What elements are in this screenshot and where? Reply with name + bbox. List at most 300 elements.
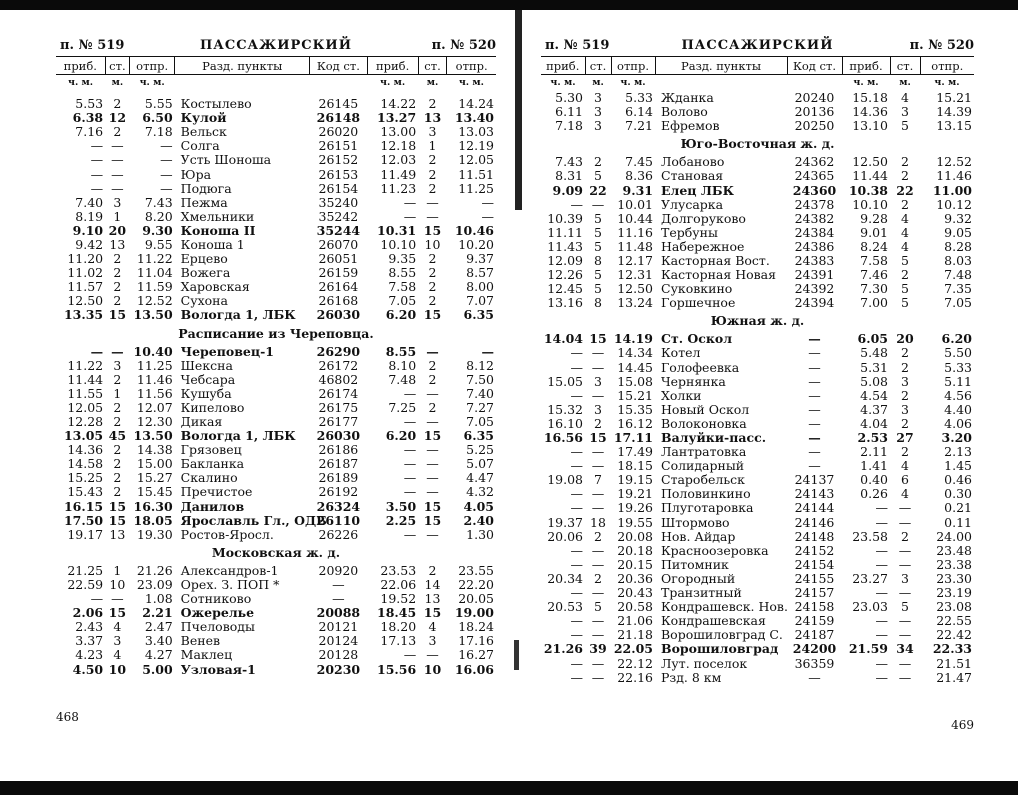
cell-stop-return: 2 bbox=[428, 279, 437, 295]
cell-station: Пчеловоды bbox=[180, 619, 255, 635]
table-row bbox=[541, 473, 974, 487]
cell-stop: 8 bbox=[594, 252, 602, 268]
cell-station: Чернянка bbox=[661, 373, 726, 389]
table-row bbox=[56, 224, 496, 238]
cell-code: 35242 bbox=[318, 208, 359, 224]
table-row bbox=[56, 308, 496, 322]
scan-bottom-edge bbox=[0, 781, 1018, 795]
cell-stop: — bbox=[591, 196, 605, 212]
cell-code: 24378 bbox=[794, 196, 835, 212]
cell-code: 26164 bbox=[318, 279, 359, 295]
col-station: Разд. пункты bbox=[655, 57, 787, 75]
cell-depart: — bbox=[160, 152, 173, 168]
cell-code: 24391 bbox=[794, 267, 835, 283]
cell-stop: 15 bbox=[589, 331, 607, 347]
cell-arrive-return: 7.46 bbox=[860, 267, 888, 283]
table-row bbox=[541, 445, 974, 459]
table-row bbox=[541, 431, 974, 445]
col-stop: ст. bbox=[585, 57, 611, 75]
cell-depart: 19.15 bbox=[617, 472, 653, 488]
cell-stop: — bbox=[591, 542, 605, 558]
cell-code: 24384 bbox=[794, 224, 835, 240]
cell-depart: 14.19 bbox=[613, 331, 653, 347]
cell-arrive-return: 2.53 bbox=[857, 430, 888, 446]
table-row bbox=[541, 614, 974, 628]
cell-depart-return: 17.16 bbox=[458, 633, 494, 649]
table-row bbox=[56, 620, 496, 634]
cell-stop-return: — bbox=[898, 514, 912, 530]
cell-arrive: 11.57 bbox=[67, 279, 104, 295]
cell-stop-return: — bbox=[426, 526, 439, 542]
cell-station: Венев bbox=[180, 633, 221, 649]
cell-depart-return: 7.07 bbox=[466, 293, 494, 309]
cell-stop-return: 2 bbox=[428, 166, 437, 182]
cell-station: Маклец bbox=[180, 647, 233, 663]
cell-code: — bbox=[808, 345, 821, 361]
cell-depart: 13.50 bbox=[133, 307, 173, 323]
table-row bbox=[56, 153, 496, 167]
section-heading bbox=[56, 542, 496, 564]
cell-arrive: 19.08 bbox=[547, 472, 583, 488]
cell-station: Дикая bbox=[180, 414, 223, 430]
cell-stop-return: 2 bbox=[901, 168, 909, 184]
cell-depart-return: 10.46 bbox=[454, 222, 494, 238]
table-row bbox=[541, 212, 974, 226]
cell-depart-return: 4.06 bbox=[944, 415, 972, 431]
cell-depart: 15.00 bbox=[136, 456, 173, 472]
cell-depart: 5.00 bbox=[142, 661, 173, 677]
cell-arrive: — bbox=[570, 387, 583, 403]
cell-arrive: 5.53 bbox=[75, 96, 104, 112]
cell-code: 26030 bbox=[316, 428, 361, 444]
cell-depart-return: 5.33 bbox=[944, 359, 972, 375]
cell-depart-return: 5.07 bbox=[466, 456, 494, 472]
cell-arrive: 7.40 bbox=[75, 194, 104, 210]
cell-arrive: 10.39 bbox=[547, 210, 583, 226]
cell-station: Валуйки-пасс. bbox=[661, 430, 767, 446]
cell-station: Жданка bbox=[661, 90, 714, 106]
cell-station: Штормово bbox=[661, 514, 730, 530]
cell-stop: 3 bbox=[113, 357, 122, 373]
table-row bbox=[56, 196, 496, 210]
cell-stop: 3 bbox=[594, 118, 602, 134]
cell-stop-return: 2 bbox=[428, 251, 437, 267]
cell-stop-return: 15 bbox=[423, 605, 442, 621]
table-row bbox=[541, 530, 974, 544]
cell-code: — bbox=[332, 591, 345, 607]
cell-depart: 22.16 bbox=[617, 669, 653, 685]
cell-code: 24187 bbox=[794, 627, 835, 643]
train-type-title: ПАССАЖИРСКИЙ bbox=[681, 38, 834, 53]
cell-stop: 7 bbox=[594, 472, 602, 488]
cell-arrive-return: — bbox=[403, 456, 417, 472]
table-row bbox=[56, 252, 496, 266]
unit-station bbox=[175, 75, 310, 92]
cell-station: Лут. поселок bbox=[661, 655, 748, 671]
table-row bbox=[541, 169, 974, 183]
cell-stop-return: 4 bbox=[901, 210, 909, 226]
cell-stop-return: 3 bbox=[428, 633, 437, 649]
table-row bbox=[56, 634, 496, 648]
cell-arrive-return: — bbox=[875, 500, 888, 516]
page-right bbox=[541, 34, 974, 732]
units-row bbox=[541, 75, 974, 92]
cell-station: Улусарка bbox=[661, 196, 724, 212]
table-row bbox=[56, 429, 496, 443]
cell-stop-return: 5 bbox=[901, 118, 909, 134]
cell-depart: 10.01 bbox=[617, 196, 653, 212]
cell-arrive: 9.42 bbox=[75, 236, 104, 252]
cell-code: 26172 bbox=[318, 357, 359, 373]
cell-stop: 5 bbox=[594, 224, 602, 240]
cell-station: Питомник bbox=[661, 556, 729, 572]
cell-depart: 12.07 bbox=[136, 399, 173, 415]
cell-stop: 3 bbox=[113, 194, 122, 210]
cell-arrive-return: 6.20 bbox=[385, 307, 417, 323]
cell-arrive-return: 14.22 bbox=[380, 96, 417, 112]
cell-depart: 19.55 bbox=[617, 514, 653, 530]
cell-code: 20136 bbox=[794, 104, 835, 120]
cell-depart-return: 7.35 bbox=[944, 281, 972, 297]
cell-arrive: 21.25 bbox=[67, 562, 104, 578]
cell-station: Данилов bbox=[180, 498, 245, 514]
cell-code: 26186 bbox=[318, 442, 359, 458]
cell-arrive-return: 23.58 bbox=[852, 528, 888, 544]
cell-stop: — bbox=[591, 585, 605, 601]
cell-station: Шексна bbox=[180, 357, 233, 373]
unit-depart: ч. м. bbox=[139, 77, 165, 88]
table-row bbox=[56, 111, 496, 125]
cell-arrive-return: — bbox=[875, 669, 888, 685]
page-left bbox=[56, 34, 496, 724]
unit-arrive: ч. м. bbox=[67, 77, 94, 88]
table-row bbox=[56, 280, 496, 294]
cell-code: 26290 bbox=[316, 343, 361, 359]
cell-stop: 2 bbox=[113, 399, 122, 415]
unit-code bbox=[310, 75, 367, 92]
cell-stop-return: — bbox=[898, 655, 912, 671]
cell-stop: 15 bbox=[589, 430, 607, 446]
cell-depart-return: 6.20 bbox=[941, 331, 972, 347]
cell-code: 26175 bbox=[318, 399, 359, 415]
cell-code: 35244 bbox=[316, 222, 361, 238]
section-title: Южная ж. д. bbox=[710, 313, 805, 329]
cell-code: 26324 bbox=[316, 498, 361, 514]
cell-depart: 22.05 bbox=[613, 641, 653, 657]
train-number-left: п. № 519 bbox=[60, 38, 125, 53]
cell-arrive-return: 11.44 bbox=[852, 168, 888, 184]
cell-station: Пречистое bbox=[180, 484, 253, 500]
cell-arrive-return: 8.10 bbox=[388, 357, 417, 373]
cell-code: 20920 bbox=[318, 562, 359, 578]
cell-stop-return: 2 bbox=[428, 399, 437, 415]
cell-stop: 12 bbox=[108, 110, 127, 126]
cell-depart-return: 16.27 bbox=[458, 647, 494, 663]
cell-arrive-return: 12.18 bbox=[380, 138, 417, 154]
cell-depart: 7.18 bbox=[144, 124, 173, 140]
cell-station: Солга bbox=[180, 138, 220, 154]
cell-code: 24365 bbox=[794, 168, 835, 184]
cell-station: Скалино bbox=[180, 470, 238, 486]
cell-depart: 7.21 bbox=[625, 118, 653, 134]
cell-stop: — bbox=[591, 655, 605, 671]
cell-code: — bbox=[808, 331, 821, 347]
col-depart-return: отпр. bbox=[920, 57, 974, 75]
cell-code: 24383 bbox=[794, 252, 835, 268]
cell-arrive: — bbox=[570, 196, 583, 212]
timetable bbox=[56, 56, 496, 677]
cell-depart-return: 13.40 bbox=[454, 110, 494, 126]
cell-depart-return: 10.20 bbox=[458, 236, 494, 252]
cell-stop-return: 5 bbox=[901, 599, 909, 615]
cell-arrive-return: 18.45 bbox=[377, 605, 417, 621]
cell-stop-return: 13 bbox=[424, 591, 441, 607]
table-row bbox=[541, 119, 974, 133]
cell-stop: — bbox=[591, 359, 605, 375]
cell-station: Усть Шоноша bbox=[180, 152, 272, 168]
cell-arrive: 16.56 bbox=[543, 430, 583, 446]
cell-station: Орех. З. ПОП * bbox=[180, 576, 280, 592]
page-number: 469 bbox=[951, 718, 974, 732]
cell-code: 24200 bbox=[792, 641, 837, 657]
table-row bbox=[541, 628, 974, 642]
cell-arrive: 13.05 bbox=[63, 428, 104, 444]
cell-arrive-return: 7.58 bbox=[388, 279, 417, 295]
cell-stop: 5 bbox=[594, 238, 602, 254]
cell-stop-return: — bbox=[898, 669, 912, 685]
cell-code: — bbox=[808, 444, 821, 460]
cell-depart-return: 3.20 bbox=[941, 430, 972, 446]
table-row bbox=[541, 375, 974, 389]
table-row bbox=[56, 294, 496, 308]
cell-station: Кипелово bbox=[180, 399, 245, 415]
cell-arrive: 15.25 bbox=[67, 470, 104, 486]
cell-station: Огородный bbox=[661, 570, 736, 586]
cell-station: Юра bbox=[180, 166, 212, 182]
cell-depart-return: 19.00 bbox=[454, 605, 494, 621]
cell-arrive: 19.37 bbox=[547, 514, 583, 530]
cell-depart: 14.34 bbox=[617, 345, 653, 361]
col-arrive-return: приб. bbox=[367, 57, 418, 75]
cell-depart-return: 13.15 bbox=[936, 118, 972, 134]
cell-arrive-return: 15.56 bbox=[377, 661, 417, 677]
table-row bbox=[541, 572, 974, 586]
cell-depart-return: 7.05 bbox=[944, 295, 972, 311]
cell-depart: 15.35 bbox=[617, 401, 653, 417]
col-depart-return: отпр. bbox=[447, 57, 496, 75]
cell-arrive: 21.26 bbox=[543, 641, 583, 657]
cell-depart-return: 4.05 bbox=[463, 498, 494, 514]
cell-arrive-return: 7.05 bbox=[388, 293, 417, 309]
cell-stop: — bbox=[591, 387, 605, 403]
table-row bbox=[541, 240, 974, 254]
cell-code: 26226 bbox=[318, 526, 359, 542]
col-code: Код ст. bbox=[310, 57, 367, 75]
cell-arrive-return: 4.37 bbox=[860, 401, 888, 417]
cell-arrive: 5.30 bbox=[555, 90, 583, 106]
cell-arrive-return: 0.26 bbox=[860, 486, 888, 502]
cell-code: 24144 bbox=[794, 500, 835, 516]
cell-depart-return: 22.33 bbox=[932, 641, 972, 657]
cell-stop: 3 bbox=[594, 401, 602, 417]
col-stop-return: ст. bbox=[418, 57, 447, 75]
cell-arrive-return: 2.25 bbox=[385, 512, 417, 528]
cell-stop: 2 bbox=[113, 265, 122, 281]
cell-arrive-return: — bbox=[403, 442, 417, 458]
cell-stop-return: 2 bbox=[428, 371, 437, 387]
cell-arrive-return: 13.10 bbox=[852, 118, 888, 134]
unit-depart-return: ч. м. bbox=[458, 77, 484, 88]
cell-stop: — bbox=[111, 152, 124, 168]
cell-stop-return: 15 bbox=[423, 307, 442, 323]
train-number-right: п. № 520 bbox=[909, 38, 974, 53]
table-row bbox=[56, 139, 496, 153]
cell-stop: 3 bbox=[594, 104, 602, 120]
cell-stop: — bbox=[591, 613, 605, 629]
cell-stop-return: — bbox=[426, 647, 439, 663]
cell-stop-return: 4 bbox=[901, 224, 909, 240]
table-row bbox=[56, 345, 496, 359]
cell-stop: 15 bbox=[108, 307, 127, 323]
table-row bbox=[541, 268, 974, 282]
cell-station: Хмельники bbox=[180, 208, 255, 224]
cell-code: 26174 bbox=[318, 385, 359, 401]
cell-station: Ефремов bbox=[661, 118, 720, 134]
cell-stop-return: — bbox=[898, 585, 912, 601]
cell-depart-return: 22.42 bbox=[936, 627, 972, 643]
cell-stop: — bbox=[111, 343, 124, 359]
cell-stop: 4 bbox=[113, 619, 122, 635]
cell-depart-return: 7.48 bbox=[944, 267, 972, 283]
col-depart: отпр. bbox=[611, 57, 655, 75]
book-spine-shadow bbox=[515, 10, 522, 210]
cell-stop: 2 bbox=[113, 96, 122, 112]
cell-arrive-return: 8.55 bbox=[388, 265, 417, 281]
cell-arrive: 11.11 bbox=[547, 224, 583, 240]
cell-arrive: 7.43 bbox=[555, 154, 583, 170]
cell-arrive-return: 17.13 bbox=[380, 633, 417, 649]
cell-code: 24392 bbox=[794, 281, 835, 297]
cell-depart: 16.12 bbox=[617, 415, 653, 431]
cell-stop: 2 bbox=[113, 371, 122, 387]
section-title: Расписание из Череповца. bbox=[178, 325, 374, 341]
cell-code: 20088 bbox=[316, 605, 361, 621]
cell-stop: 2 bbox=[113, 484, 122, 500]
table-row bbox=[56, 401, 496, 415]
cell-depart: 11.22 bbox=[136, 251, 173, 267]
cell-stop: 1 bbox=[113, 385, 122, 401]
cell-arrive-return: 23.53 bbox=[380, 562, 417, 578]
cell-arrive-return: 12.50 bbox=[852, 154, 888, 170]
cell-stop-return: 4 bbox=[901, 486, 909, 502]
cell-stop: 2 bbox=[594, 154, 602, 170]
cell-stop: 5 bbox=[594, 210, 602, 226]
table-row bbox=[56, 359, 496, 373]
cell-depart: 9.31 bbox=[622, 182, 653, 198]
cell-station: Череповец-1 bbox=[180, 343, 274, 359]
cell-code: 24148 bbox=[794, 528, 835, 544]
cell-depart-return: 11.00 bbox=[932, 182, 972, 198]
cell-arrive: 11.44 bbox=[67, 371, 104, 387]
cell-depart-return: 9.32 bbox=[944, 210, 972, 226]
cell-arrive-return: 13.00 bbox=[380, 124, 417, 140]
cell-station: Бакланка bbox=[180, 456, 245, 472]
cell-depart: 20.08 bbox=[617, 528, 653, 544]
section-heading bbox=[541, 133, 974, 155]
cell-arrive-return: 23.27 bbox=[852, 570, 888, 586]
cell-code: 26154 bbox=[318, 180, 359, 196]
cell-stop: 45 bbox=[108, 428, 127, 444]
cell-depart: 20.43 bbox=[617, 585, 653, 601]
cell-station: Ярославль Гл., ОДБ bbox=[180, 512, 327, 528]
cell-depart: 9.30 bbox=[142, 222, 173, 238]
cell-station: Вельск bbox=[180, 124, 227, 140]
cell-depart: — bbox=[160, 138, 173, 154]
cell-depart-return: 6.35 bbox=[463, 307, 494, 323]
cell-arrive: 13.16 bbox=[547, 295, 583, 311]
cell-depart-return: 6.35 bbox=[463, 428, 494, 444]
cell-code: 24386 bbox=[794, 238, 835, 254]
cell-stop-return: 4 bbox=[901, 90, 909, 106]
cell-depart-return: 23.08 bbox=[936, 599, 972, 615]
cell-depart-return: 23.38 bbox=[936, 556, 972, 572]
cell-arrive-return: 15.18 bbox=[852, 90, 888, 106]
cell-stop: — bbox=[591, 669, 605, 685]
cell-depart: 11.16 bbox=[617, 224, 653, 240]
cell-arrive: 11.02 bbox=[67, 265, 104, 281]
cell-arrive-return: — bbox=[403, 526, 417, 542]
cell-depart-return: — bbox=[481, 194, 494, 210]
cell-depart: 6.50 bbox=[142, 110, 173, 126]
cell-station: Подюга bbox=[180, 180, 232, 196]
cell-stop: 20 bbox=[108, 222, 127, 238]
cell-stop-return: 6 bbox=[901, 472, 909, 488]
cell-station: Ерцево bbox=[180, 251, 228, 267]
cell-stop: 15 bbox=[108, 512, 127, 528]
cell-arrive: 2.43 bbox=[75, 619, 104, 635]
cell-code: 26153 bbox=[318, 166, 359, 182]
cell-stop-return: 10 bbox=[423, 661, 442, 677]
section-title: Московская ж. д. bbox=[211, 544, 341, 560]
cell-stop-return: 2 bbox=[901, 444, 909, 460]
cell-stop-return: 27 bbox=[896, 430, 914, 446]
cell-depart-return: 8.28 bbox=[944, 238, 972, 254]
unit-arrive-return: ч. м. bbox=[380, 77, 406, 88]
cell-depart-return: 0.30 bbox=[944, 486, 972, 502]
cell-stop: — bbox=[591, 345, 605, 361]
cell-station: Кондрашевская bbox=[661, 613, 766, 629]
cell-station: Нов. Айдар bbox=[661, 528, 736, 544]
book-spine-mark bbox=[514, 640, 519, 670]
unit-station bbox=[655, 75, 787, 92]
cell-stop-return: 34 bbox=[896, 641, 914, 657]
cell-depart-return: 23.19 bbox=[936, 585, 972, 601]
cell-depart: 22.12 bbox=[617, 655, 653, 671]
cell-depart-return: 0.21 bbox=[944, 500, 972, 516]
cell-code: 26189 bbox=[318, 470, 359, 486]
cell-depart: 16.30 bbox=[133, 498, 173, 514]
unit-stop: м. bbox=[111, 77, 124, 88]
scan-top-edge bbox=[0, 0, 1018, 10]
cell-depart: 15.27 bbox=[136, 470, 173, 486]
cell-depart: 11.48 bbox=[617, 238, 653, 254]
cell-code: 24137 bbox=[794, 472, 835, 488]
cell-code: — bbox=[808, 669, 821, 685]
cell-stop-return: 2 bbox=[901, 528, 909, 544]
train-type-title: ПАССАЖИРСКИЙ bbox=[200, 38, 352, 53]
table-row bbox=[56, 415, 496, 429]
table-row bbox=[541, 105, 974, 119]
